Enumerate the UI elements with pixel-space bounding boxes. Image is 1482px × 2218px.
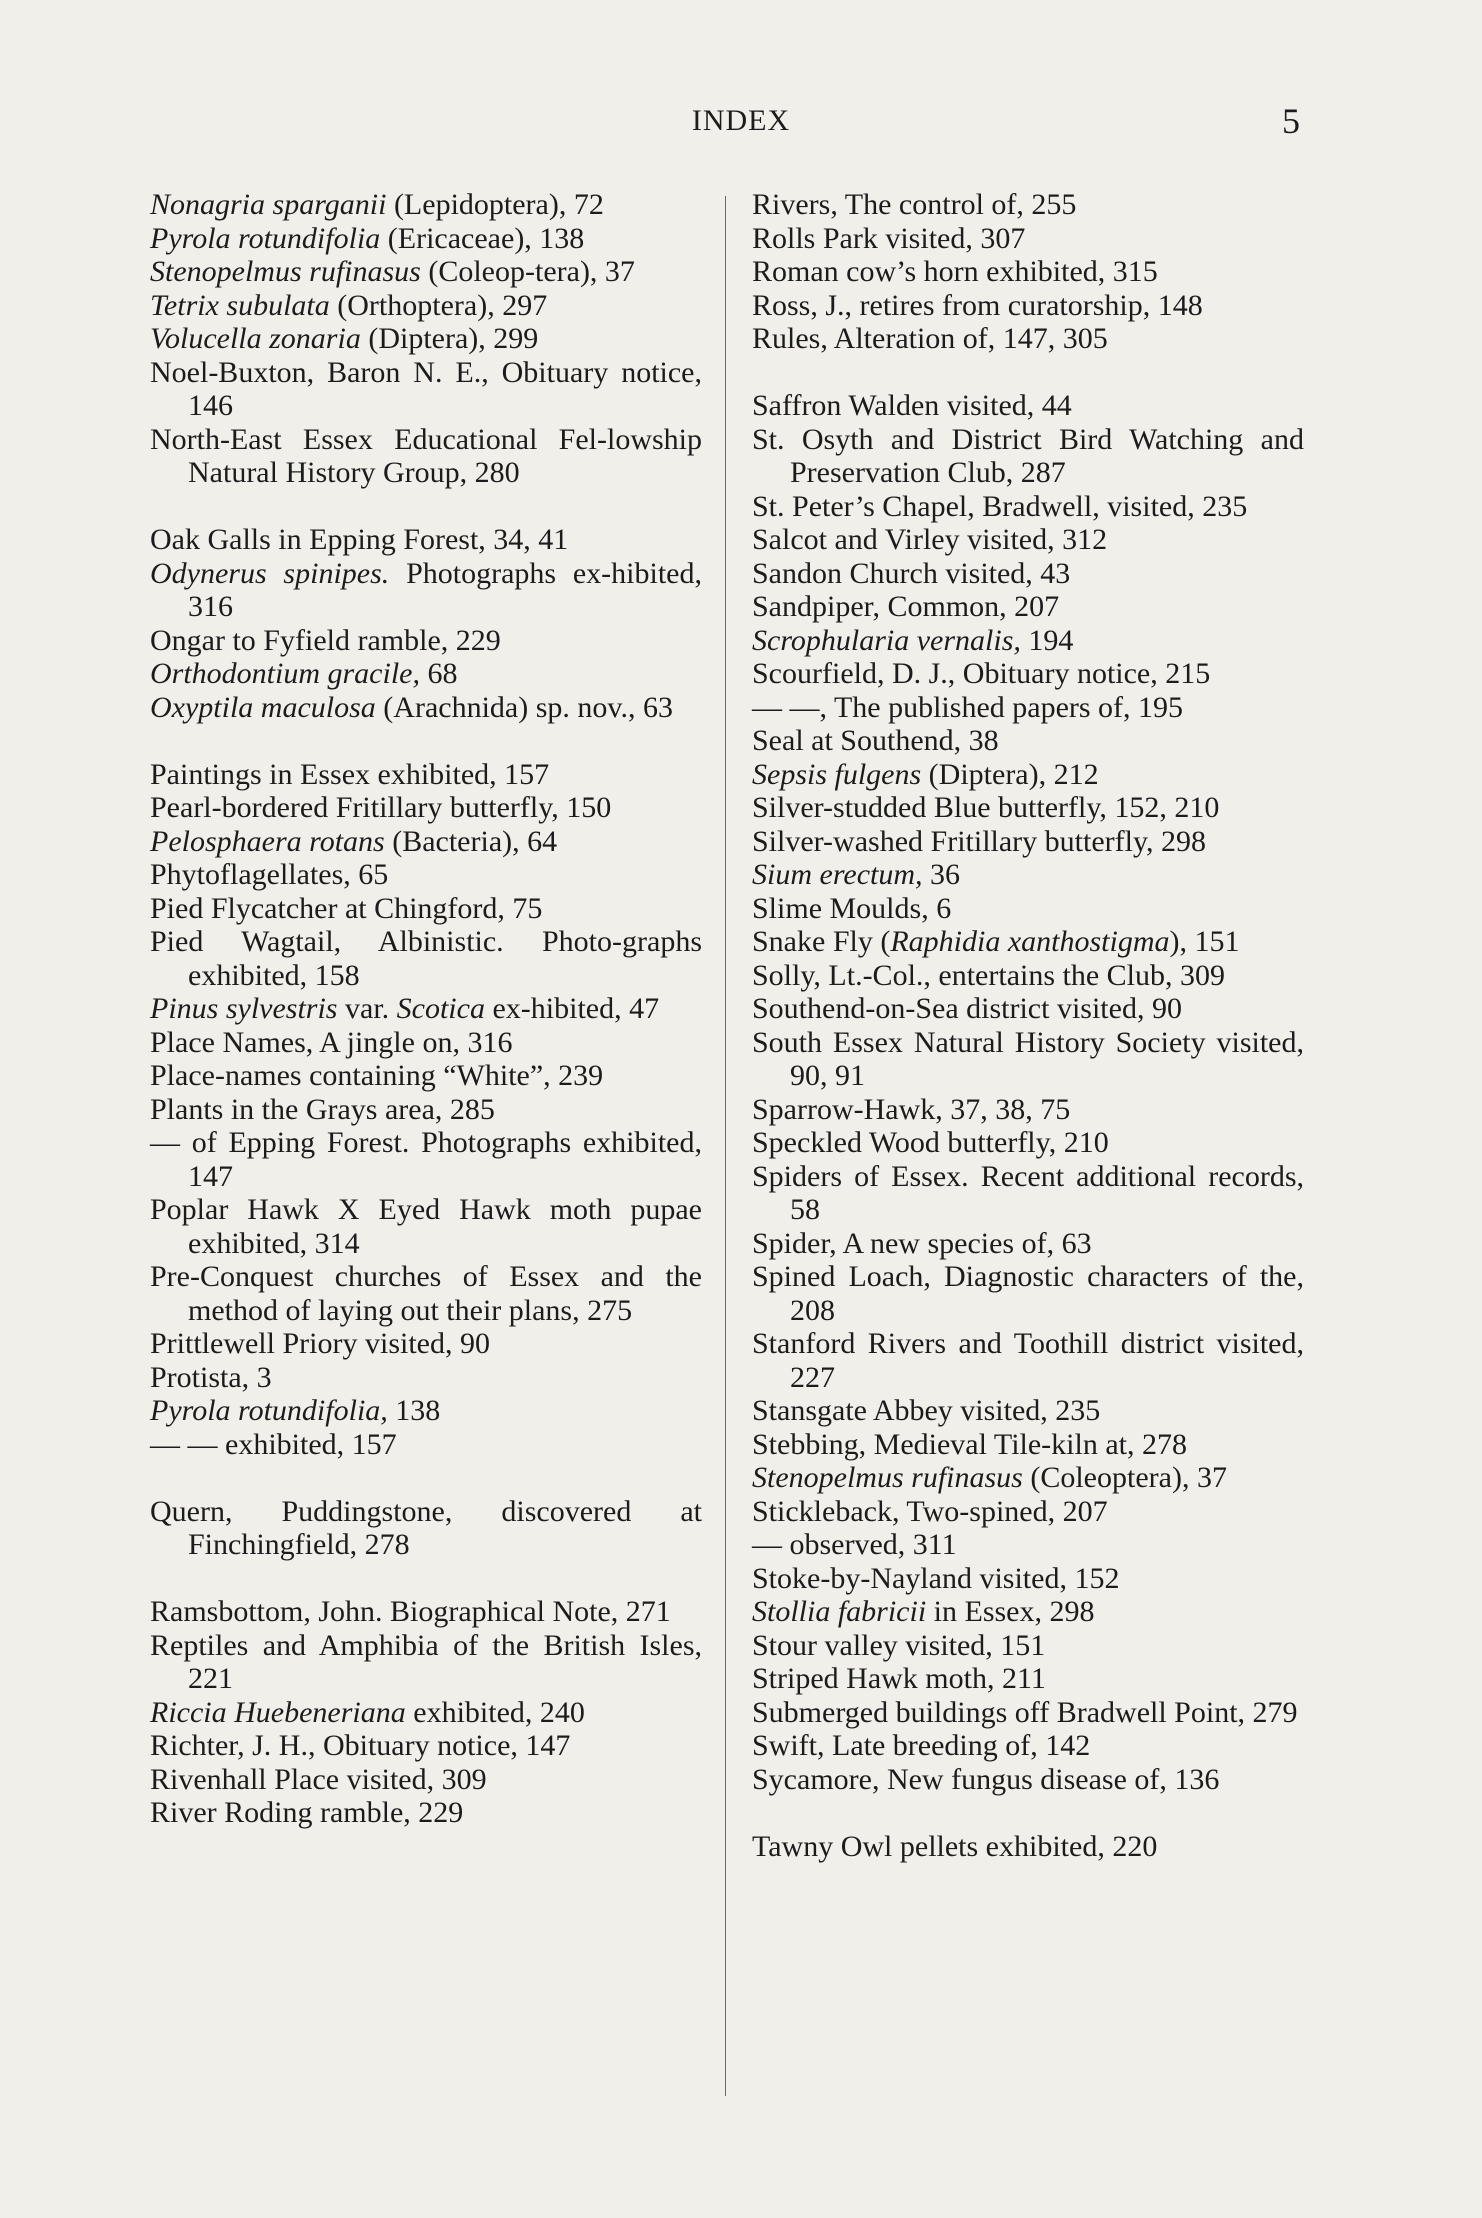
index-entry — [150, 1394, 702, 1428]
index-entry — [752, 724, 1304, 758]
index-entry — [150, 858, 702, 892]
entry-text: Rivenhall Place visited, 309 — [150, 1762, 487, 1796]
entry-text: Quern, Puddingstone, discovered at Finchingfield, 278 — [150, 1494, 702, 1561]
entry-text: Plants in the Grays area, 285 — [150, 1092, 495, 1126]
index-entry — [752, 657, 1304, 691]
index-entry — [150, 657, 702, 691]
index-entry — [150, 356, 702, 423]
index-entry — [752, 1629, 1304, 1663]
index-entry — [150, 1729, 702, 1763]
entry-text: Pre-Conquest churches of Essex and the method of laying out their plans, 275 — [150, 1260, 702, 1327]
index-entry — [752, 557, 1304, 591]
entry-text: (Arachnida) sp. nov., 63 — [375, 690, 673, 724]
entry-text: Sandpiper, Common, 207 — [752, 590, 1060, 623]
entry-term-italic: Pyrola rotundifolia — [150, 221, 381, 255]
entry-text: Spined Loach, Diagnostic characters of the, 208 — [752, 1260, 1304, 1327]
index-entry — [752, 1696, 1304, 1730]
entry-text: ex-hibited, 47 — [484, 992, 660, 1025]
index-entry — [752, 1495, 1304, 1529]
index-entry — [752, 825, 1304, 859]
index-entry — [752, 992, 1304, 1026]
index-entry — [752, 1126, 1304, 1160]
entry-text: Rolls Park visited, 307 — [752, 221, 1026, 255]
index-entry — [752, 1327, 1304, 1394]
entry-text: Salcot and Virley visited, 312 — [752, 523, 1108, 556]
index-entry — [150, 423, 702, 490]
entry-text: Rivers, The control of, 255 — [752, 188, 1077, 221]
index-entry — [752, 1260, 1304, 1327]
index-entry — [150, 825, 702, 859]
entry-text: (Coleoptera), 37 — [1022, 1461, 1227, 1494]
entry-text: (Orthoptera), 297 — [329, 288, 548, 322]
entry-text: — — exhibited, 157 — [150, 1427, 397, 1461]
entry-text: Place Names, A jingle on, 316 — [150, 1025, 513, 1059]
entry-text: 138 — [387, 1394, 441, 1427]
entry-text: Stansgate Abbey visited, 235 — [752, 1394, 1101, 1427]
index-entry — [752, 1729, 1304, 1763]
entry-text: Slime Moulds, 6 — [752, 891, 952, 925]
index-entry — [752, 1830, 1304, 1864]
entry-text: (Lepidoptera), 72 — [386, 188, 604, 221]
entry-term-italic: Volucella zonaria — [150, 322, 361, 355]
entry-text: Sandon Church visited, 43 — [752, 556, 1071, 590]
entry-text: Poplar Hawk X Eyed Hawk moth pupae exhibited, 314 — [150, 1193, 702, 1260]
index-entry — [752, 1026, 1304, 1093]
entry-text: Southend-on-Sea district visited, 90 — [752, 992, 1182, 1025]
entry-text: Swift, Late breeding of, 142 — [752, 1729, 1091, 1762]
index-entry — [150, 1696, 702, 1730]
entry-text: Stebbing, Medieval Tile-kiln at, 278 — [752, 1427, 1187, 1461]
entry-term-italic: Riccia Huebeneriana — [150, 1695, 406, 1729]
entry-text: in Essex, 298 — [926, 1595, 1095, 1628]
entry-term-italic: Pinus sylvestris — [150, 992, 338, 1025]
index-entry — [150, 1126, 702, 1193]
entry-text: Stanford Rivers and Toothill district visited, 227 — [752, 1327, 1304, 1394]
entry-text: Stoke-by-Nayland visited, 152 — [752, 1561, 1120, 1595]
entry-text: (Coleop-tera), 37 — [420, 255, 635, 288]
entry-text: Sycamore, New fungus disease of, 136 — [752, 1762, 1220, 1796]
entry-text: Stickleback, Two-spined, 207 — [752, 1494, 1108, 1528]
index-entry — [150, 925, 702, 992]
entry-text: Sparrow-Hawk, 37, 38, 75 — [752, 1092, 1071, 1126]
index-entry — [752, 791, 1304, 825]
index-entry — [752, 590, 1304, 624]
index-entry — [150, 1260, 702, 1327]
index-entry — [150, 188, 702, 222]
entry-term-italic: Tetrix subulata — [150, 288, 330, 322]
entry-text: exhibited, 240 — [405, 1695, 585, 1729]
entry-text: (Bacteria), 64 — [384, 824, 558, 858]
index-entry — [752, 691, 1304, 725]
index-entry — [150, 1361, 702, 1395]
index-entry — [752, 925, 1304, 959]
entry-term-italic: Nonagria sparganii — [150, 188, 387, 221]
entry-text: Scourfield, D. J., Obituary notice, 215 — [752, 657, 1211, 690]
index-entry — [752, 222, 1304, 256]
entry-term-italic: Sepsis fulgens — [752, 757, 922, 791]
entry-text: Roman cow’s horn exhibited, 315 — [752, 255, 1158, 288]
entry-text: St. Osyth and District Bird Watching and Preservation Club, 287 — [752, 422, 1304, 489]
entry-text: Oak Galls in Epping Forest, 34, 41 — [150, 523, 569, 556]
entry-text: Photographs ex-hibited, 316 — [188, 556, 702, 623]
index-entry — [150, 1428, 702, 1462]
index-entry — [752, 1662, 1304, 1696]
index-entry — [752, 892, 1304, 926]
entry-text: 36 — [922, 858, 961, 891]
entry-text: (Diptera), 299 — [360, 322, 539, 355]
entry-text: Ongar to Fyfield ramble, 229 — [150, 623, 501, 657]
index-entry — [150, 1796, 702, 1830]
index-entry — [150, 758, 702, 792]
entry-text: — observed, 311 — [752, 1528, 957, 1561]
entry-text: North-East Essex Educational Fel-lowship Natural History Group, 280 — [150, 422, 702, 489]
entry-text: Prittlewell Priory visited, 90 — [150, 1327, 490, 1360]
index-column-right — [752, 188, 1304, 1863]
index-entry — [150, 255, 702, 289]
index-entry — [752, 490, 1304, 524]
entry-text: Saffron Walden visited, 44 — [752, 389, 1072, 422]
entry-text: Pearl-bordered Fritillary butterfly, 150 — [150, 791, 612, 824]
index-entry — [752, 523, 1304, 557]
entry-text: var. — [337, 992, 397, 1025]
entry-text: Striped Hawk moth, 211 — [752, 1662, 1046, 1695]
index-entry — [150, 289, 702, 323]
index-entry — [752, 758, 1304, 792]
entry-text: Ramsbottom, John. Biographical Note, 271 — [150, 1595, 671, 1628]
index-entry — [150, 222, 702, 256]
index-entry — [752, 1160, 1304, 1227]
index-entry — [752, 1528, 1304, 1562]
index-entry — [150, 691, 702, 725]
entry-text: — —, The published papers of, 195 — [752, 690, 1184, 724]
index-entry — [752, 322, 1304, 356]
index-entry — [752, 188, 1304, 222]
entry-term-italic: Pelosphaera rotans — [150, 824, 385, 858]
entry-text: Stour valley visited, 151 — [752, 1628, 1046, 1662]
index-entry — [150, 992, 702, 1026]
entry-text: Spiders of Essex. Recent additional records, 58 — [752, 1159, 1304, 1226]
entry-text: Place-names containing “White”, 239 — [150, 1059, 604, 1092]
index-entry — [752, 423, 1304, 490]
entry-term-italic: Pyrola rotundifolia, — [150, 1394, 388, 1427]
entry-text: Seal at Southend, 38 — [752, 724, 999, 757]
entry-text: 68 — [420, 657, 458, 690]
entry-term-italic: Scrophularia vernalis, — [752, 623, 1021, 657]
index-entry — [752, 1093, 1304, 1127]
entry-text: Speckled Wood butterfly, 210 — [752, 1126, 1109, 1159]
index-entry — [752, 1763, 1304, 1797]
index-column-left — [150, 188, 702, 1830]
entry-term-italic: Odynerus spinipes. — [150, 556, 390, 590]
entry-text: — of Epping Forest. Photographs exhibited, 147 — [150, 1126, 702, 1193]
entry-text: Phytoflagellates, 65 — [150, 858, 389, 891]
index-entry — [752, 1595, 1304, 1629]
index-entry — [752, 1562, 1304, 1596]
index-entry — [150, 1495, 702, 1562]
index-entry — [752, 389, 1304, 423]
entry-text: Rules, Alteration of, 147, 305 — [752, 322, 1108, 355]
index-entry — [752, 959, 1304, 993]
entry-text: South Essex Natural History Society visited, 90, 91 — [752, 1025, 1304, 1092]
entry-text: Submerged buildings off Bradwell Point, 279 — [752, 1695, 1298, 1729]
entry-text: Ross, J., retires from curatorship, 148 — [752, 288, 1203, 322]
index-entry — [752, 1394, 1304, 1428]
index-entry — [752, 1461, 1304, 1495]
index-entry — [752, 1428, 1304, 1462]
index-entry — [150, 1093, 702, 1127]
column-divider — [725, 196, 726, 2096]
entry-text: Silver-washed Fritillary butterfly, 298 — [752, 824, 1207, 858]
entry-term-italic: Stenopelmus rufinasus — [752, 1461, 1023, 1494]
index-entry — [150, 892, 702, 926]
entry-text: Pied Wagtail, Albinistic. Photo-graphs exhibited, 158 — [150, 925, 702, 992]
index-entry — [752, 858, 1304, 892]
entry-term-italic: Sium erectum, — [752, 858, 923, 891]
entry-text: Paintings in Essex exhibited, 157 — [150, 757, 550, 791]
index-entry — [150, 1193, 702, 1260]
entry-text: (Ericaceae), 138 — [380, 221, 585, 255]
entry-text: ), 151 — [1169, 925, 1240, 958]
index-entry — [150, 1763, 702, 1797]
entry-term-italic: Orthodontium gracile, — [150, 657, 420, 690]
index-entry — [752, 624, 1304, 658]
entry-term-italic: Stenopelmus rufinasus — [150, 255, 421, 288]
index-entry — [752, 289, 1304, 323]
entry-term-italic: Scotica — [396, 992, 485, 1025]
entry-text: Richter, J. H., Obituary notice, 147 — [150, 1729, 571, 1762]
index-entry — [150, 1595, 702, 1629]
entry-term-italic: Stollia fabricii — [752, 1595, 927, 1628]
entry-term-italic: Oxyptila maculosa — [150, 690, 376, 724]
index-entry — [150, 1327, 702, 1361]
index-entry — [150, 557, 702, 624]
index-entry — [150, 1026, 702, 1060]
index-entry — [150, 791, 702, 825]
entry-text: Tawny Owl pellets exhibited, 220 — [752, 1829, 1158, 1863]
page-number: 5 — [1282, 101, 1300, 141]
entry-text: River Roding ramble, 229 — [150, 1796, 464, 1829]
entry-text: Spider, A new species of, 63 — [752, 1226, 1092, 1260]
entry-term-italic: Raphidia xanthostigma — [890, 925, 1170, 958]
index-entry — [150, 322, 702, 356]
page-title: INDEX — [691, 104, 791, 137]
entry-text: Pied Flycatcher at Chingford, 75 — [150, 891, 543, 925]
entry-text: Noel-Buxton, Baron N. E., Obituary notice, 146 — [150, 355, 702, 422]
index-entry — [150, 1629, 702, 1696]
entry-text: Silver-studded Blue butterfly, 152, 210 — [752, 791, 1220, 824]
index-entry — [752, 255, 1304, 289]
entry-text: Reptiles and Amphibia of the British Isles, 221 — [150, 1628, 702, 1695]
entry-text: Snake Fly ( — [752, 925, 891, 958]
index-entry — [150, 1059, 702, 1093]
entry-text: 194 — [1020, 623, 1074, 657]
entry-text: Protista, 3 — [150, 1360, 272, 1394]
index-entry — [752, 1227, 1304, 1261]
index-entry — [150, 523, 702, 557]
entry-text: St. Peter’s Chapel, Bradwell, visited, 235 — [752, 489, 1248, 523]
entry-text: (Diptera), 212 — [921, 757, 1099, 791]
index-entry — [150, 624, 702, 658]
entry-text: Solly, Lt.-Col., entertains the Club, 309 — [752, 958, 1226, 992]
